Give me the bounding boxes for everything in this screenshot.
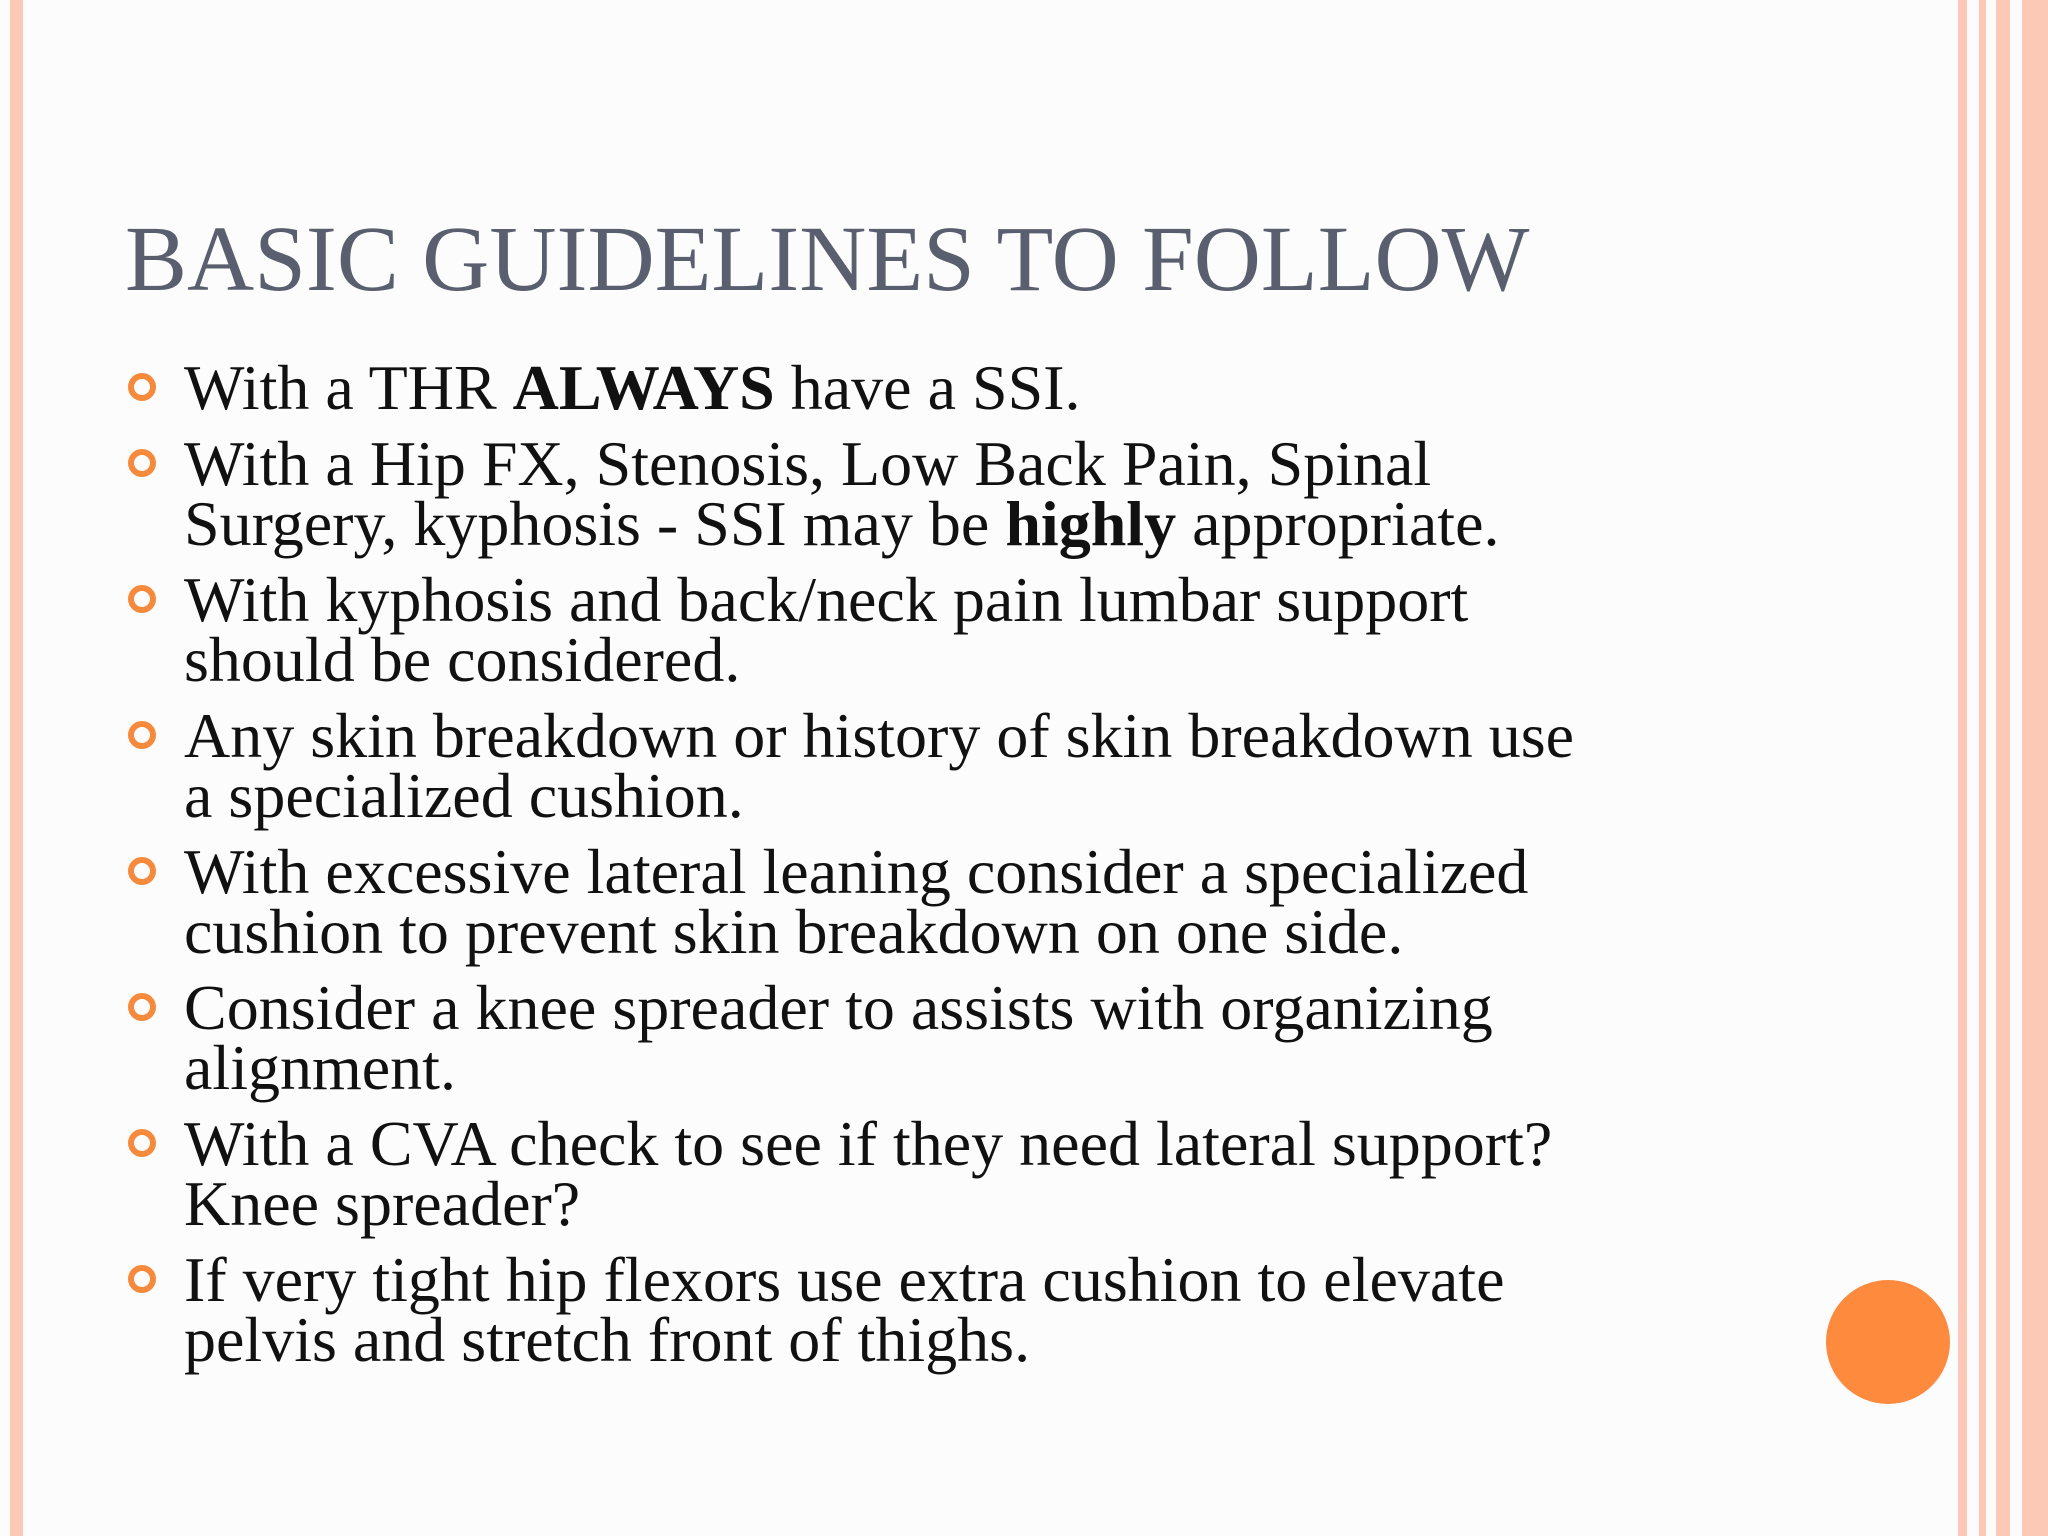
left-decorative-stripe xyxy=(10,0,23,1536)
bullet-text xyxy=(184,564,1784,695)
bullet-item xyxy=(184,836,1784,967)
hollow-circle-bullet-icon xyxy=(128,1129,156,1157)
bullet-item xyxy=(184,972,1784,1103)
bullet-text xyxy=(184,1244,1784,1375)
bullet-text xyxy=(184,1108,1784,1239)
right-decorative-stripe xyxy=(1979,0,1986,1536)
bullet-list xyxy=(184,352,1784,1386)
bullet-text-segment: With a CVA check to see if they need lateral support? Knee spreader? xyxy=(184,1108,1553,1239)
hollow-circle-bullet-icon xyxy=(128,1265,156,1293)
bullet-text xyxy=(184,700,1784,831)
hollow-circle-bullet-icon xyxy=(128,449,156,477)
hollow-circle-bullet-icon xyxy=(128,721,156,749)
bullet-item xyxy=(184,428,1784,559)
bullet-text-segment: have a SSI. xyxy=(774,352,1081,423)
bullet-item xyxy=(184,1108,1784,1239)
bullet-item xyxy=(184,700,1784,831)
bullet-text xyxy=(184,352,1784,423)
bullet-text-segment: Consider a knee spreader to assists with organizing alignment. xyxy=(184,972,1493,1103)
hollow-circle-bullet-icon xyxy=(128,373,156,401)
right-decorative-stripe xyxy=(2022,0,2048,1536)
bullet-text xyxy=(184,428,1784,559)
right-decorative-stripe xyxy=(1958,0,1967,1536)
bullet-item xyxy=(184,1244,1784,1375)
slide-title: BASIC GUIDELINES TO FOLLOW xyxy=(125,208,1530,311)
bullet-item xyxy=(184,564,1784,695)
bullet-text-segment: With a Hip FX, Stenosis, Low Back Pain, Spinal Surgery, kyphosis - SSI may be xyxy=(184,428,1432,559)
bullet-text xyxy=(184,836,1784,967)
bullet-item xyxy=(184,352,1784,423)
hollow-circle-bullet-icon xyxy=(128,993,156,1021)
hollow-circle-bullet-icon xyxy=(128,585,156,613)
bullet-text-segment: With excessive lateral leaning consider a specialized cushion to prevent skin breakdown on one side. xyxy=(184,836,1529,967)
bullet-text-segment: If very tight hip flexors use extra cushion to elevate pelvis and stretch front of thighs. xyxy=(184,1244,1505,1375)
bullet-text-segment: With a THR xyxy=(184,352,513,423)
bullet-text-segment: With kyphosis and back/neck pain lumbar support should be considered. xyxy=(184,564,1469,695)
right-decorative-stripe xyxy=(1996,0,2010,1536)
bullet-text-segment: appropriate. xyxy=(1176,488,1500,559)
hollow-circle-bullet-icon xyxy=(128,857,156,885)
bullet-emphasis: highly xyxy=(1005,488,1177,559)
bullet-emphasis: ALWAYS xyxy=(512,352,775,423)
bullet-text xyxy=(184,972,1784,1103)
orange-circle-icon xyxy=(1826,1280,1950,1404)
bullet-text-segment: Any skin breakdown or history of skin breakdown use a specialized cushion. xyxy=(184,700,1574,831)
